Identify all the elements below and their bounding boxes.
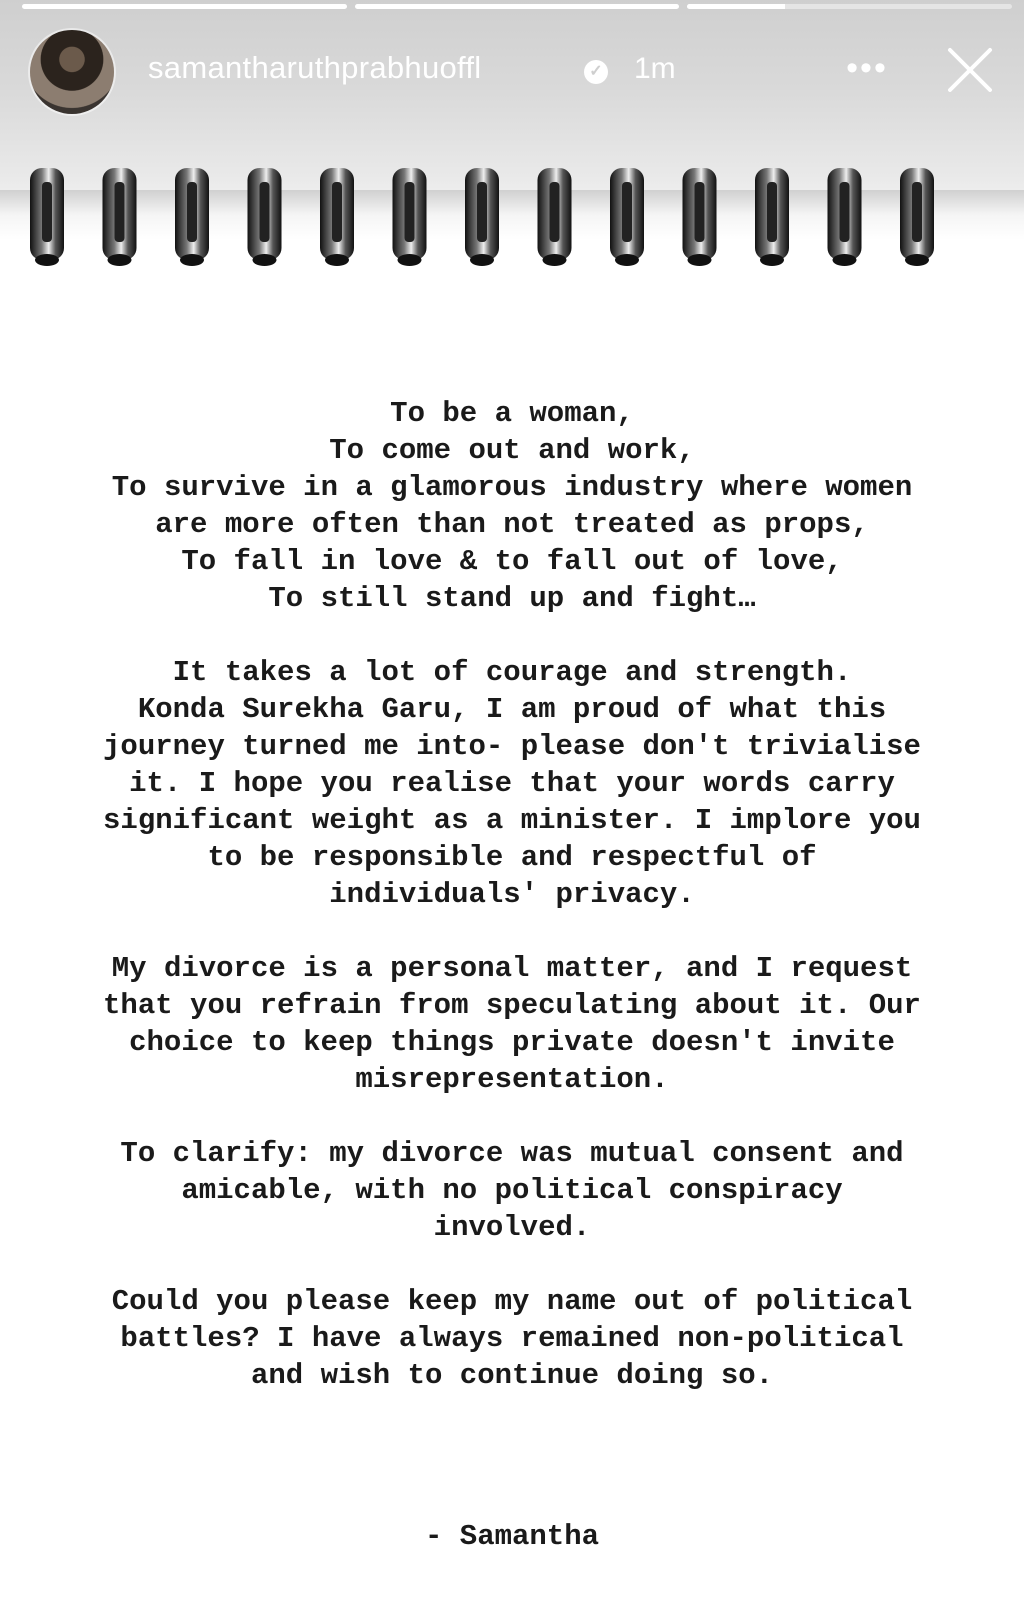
note-paragraph (20, 950, 1004, 1098)
note-line: choice to keep things private doesn't invite (129, 1026, 895, 1059)
progress-segment (355, 4, 680, 9)
note-paragraph (20, 1135, 1004, 1246)
note-line: involved. (433, 1211, 591, 1244)
progress-fill (355, 4, 680, 9)
progress-segment (22, 4, 347, 9)
note-line: battles? I have always remained non-political (120, 1322, 904, 1355)
note-line: It takes a lot of courage and strength. (172, 656, 852, 689)
spiral-ring (465, 168, 499, 266)
note-line: To clarify: my divorce was mutual consent and (120, 1137, 904, 1170)
spiral-ring (175, 168, 209, 266)
spiral-ring (828, 168, 862, 266)
note-line: are more often than not treated as props, (155, 508, 869, 541)
note-paragraph (20, 654, 1004, 913)
spiral-ring (755, 168, 789, 266)
note-line: individuals' privacy. (329, 878, 695, 911)
progress-fill (22, 4, 347, 9)
note-paragraph (20, 395, 1004, 617)
note-line: it. I hope you realise that your words carry (129, 767, 895, 800)
note-line: My divorce is a personal matter, and I request (111, 952, 913, 985)
spiral-ring (683, 168, 717, 266)
more-options-icon[interactable]: ••• (846, 49, 888, 87)
spiral-ring (248, 168, 282, 266)
spiral-ring (900, 168, 934, 266)
timestamp: 1m (634, 52, 676, 85)
spiral-ring (103, 168, 137, 266)
verified-badge-icon: ✓ (584, 60, 608, 84)
avatar[interactable] (30, 30, 114, 114)
close-icon[interactable] (944, 44, 996, 96)
signature: - Samantha (424, 1520, 600, 1553)
note-line: To survive in a glamorous industry where women (111, 471, 913, 504)
note-line: To still stand up and fight… (268, 582, 756, 615)
note-line: amicable, with no political conspiracy (181, 1174, 843, 1207)
note-line: misrepresentation. (355, 1063, 669, 1096)
note-line: significant weight as a minister. I implore you (103, 804, 921, 837)
note-line: To fall in love & to fall out of love, (181, 545, 843, 578)
note-line: that you refrain from speculating about it. Our (103, 989, 921, 1022)
progress-fill (687, 4, 784, 9)
note-line: Konda Surekha Garu, I am proud of what this (137, 693, 887, 726)
note-line: Could you please keep my name out of political (111, 1285, 913, 1318)
spiral-ring (320, 168, 354, 266)
story-progress-bar (22, 4, 1012, 10)
progress-segment (687, 4, 1012, 9)
note-paragraph (20, 1283, 1004, 1394)
spiral-ring (30, 168, 64, 266)
username[interactable]: samantharuthprabhuoffl (148, 50, 482, 85)
notebook-spiral-binding (0, 160, 1024, 280)
note-line: To come out and work, (329, 434, 695, 467)
spiral-ring (538, 168, 572, 266)
note-line: journey turned me into- please don't trivialise (103, 730, 921, 763)
note-line: and wish to continue doing so. (250, 1359, 774, 1392)
note-line: to be responsible and respectful of (207, 841, 817, 874)
spiral-ring (393, 168, 427, 266)
note-body (20, 395, 1004, 1431)
note-line: To be a woman, (390, 397, 634, 430)
spiral-ring (610, 168, 644, 266)
